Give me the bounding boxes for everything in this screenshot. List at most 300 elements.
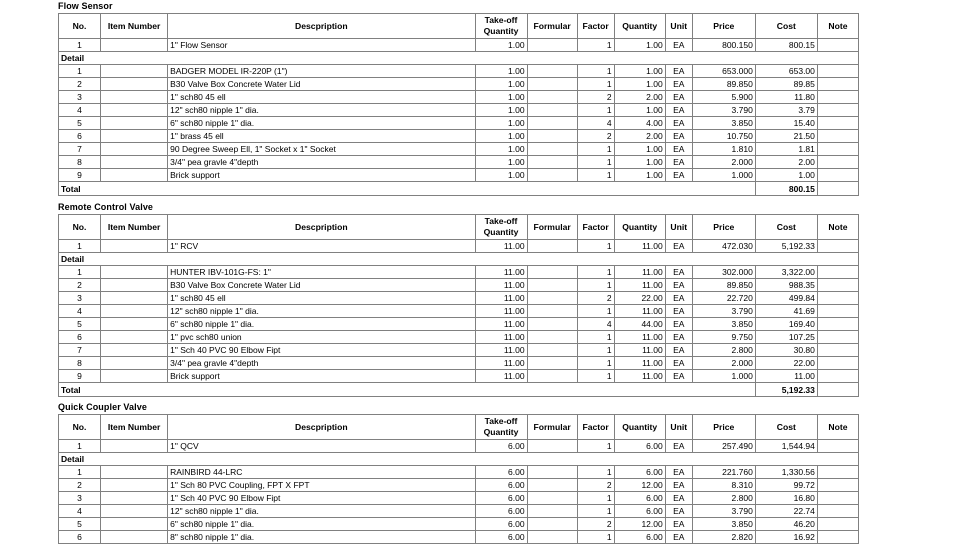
cell-takeoff[interactable]: 11.00 — [475, 370, 527, 383]
cell-qty[interactable]: 44.00 — [614, 318, 665, 331]
table-row-detail[interactable] — [59, 78, 859, 91]
cell-no[interactable]: 4 — [59, 104, 101, 117]
column-header-factor[interactable]: Factor — [577, 415, 614, 440]
cell-no[interactable]: 4 — [59, 305, 101, 318]
cell-factor[interactable]: 1 — [577, 505, 614, 518]
cell-qty[interactable]: 1.00 — [614, 169, 665, 182]
cell-desc[interactable]: Brick support — [168, 169, 475, 182]
cell-formula[interactable] — [527, 143, 577, 156]
column-header-qty[interactable]: Quantity — [614, 415, 665, 440]
table-row-detail[interactable] — [59, 292, 859, 305]
cell-cost[interactable]: 22.74 — [755, 505, 817, 518]
cell-qty[interactable]: 11.00 — [614, 357, 665, 370]
cell-note[interactable] — [817, 169, 858, 182]
cell-item[interactable] — [101, 440, 168, 453]
cell-formula[interactable] — [527, 305, 577, 318]
column-header-cost[interactable]: Cost — [755, 415, 817, 440]
cell-formula[interactable] — [527, 156, 577, 169]
cell-price[interactable]: 2.820 — [692, 531, 755, 544]
cell-price[interactable]: 2.000 — [692, 357, 755, 370]
cell-price[interactable]: 800.150 — [692, 39, 755, 52]
cell-takeoff[interactable]: 1.00 — [475, 143, 527, 156]
cell-unit[interactable]: EA — [665, 492, 692, 505]
cell-qty[interactable]: 12.00 — [614, 518, 665, 531]
cell-note[interactable] — [817, 279, 858, 292]
cell-item[interactable] — [101, 266, 168, 279]
cell-no[interactable]: 8 — [59, 156, 101, 169]
cell-factor[interactable]: 4 — [577, 318, 614, 331]
cell-formula[interactable] — [527, 104, 577, 117]
cell-factor[interactable]: 1 — [577, 156, 614, 169]
cell-qty[interactable]: 11.00 — [614, 305, 665, 318]
cell-item[interactable] — [101, 117, 168, 130]
cell-factor[interactable]: 2 — [577, 518, 614, 531]
cell-takeoff[interactable]: 1.00 — [475, 39, 527, 52]
cell-takeoff[interactable]: 11.00 — [475, 344, 527, 357]
table-row-detail[interactable] — [59, 479, 859, 492]
cell-takeoff[interactable]: 1.00 — [475, 104, 527, 117]
cell-price[interactable]: 221.760 — [692, 466, 755, 479]
cell-price[interactable]: 257.490 — [692, 440, 755, 453]
table-row-detail[interactable] — [59, 370, 859, 383]
cell-unit[interactable]: EA — [665, 279, 692, 292]
cell-desc[interactable]: 90 Degree Sweep Ell, 1" Socket x 1" Socket — [168, 143, 475, 156]
cell-factor[interactable]: 2 — [577, 479, 614, 492]
cell-desc[interactable]: 8" sch80 nipple 1" dia. — [168, 531, 475, 544]
cell-formula[interactable] — [527, 91, 577, 104]
cell-price[interactable]: 89.850 — [692, 78, 755, 91]
cell-item[interactable] — [101, 331, 168, 344]
cell-no[interactable]: 6 — [59, 531, 101, 544]
column-header-formula[interactable]: Formular — [527, 415, 577, 440]
cell-no[interactable]: 1 — [59, 440, 101, 453]
cell-desc[interactable]: 1" sch80 45 ell — [168, 292, 475, 305]
cell-no[interactable]: 2 — [59, 78, 101, 91]
cell-formula[interactable] — [527, 240, 577, 253]
table-row-summary[interactable] — [59, 440, 859, 453]
cell-cost[interactable]: 41.69 — [755, 305, 817, 318]
cell-item[interactable] — [101, 65, 168, 78]
cell-takeoff[interactable]: 1.00 — [475, 78, 527, 91]
cell-cost[interactable]: 15.40 — [755, 117, 817, 130]
cell-desc[interactable]: 12" sch80 nipple 1" dia. — [168, 305, 475, 318]
cell-note[interactable] — [817, 305, 858, 318]
cell-takeoff[interactable]: 1.00 — [475, 65, 527, 78]
cell-qty[interactable]: 11.00 — [614, 370, 665, 383]
cell-unit[interactable]: EA — [665, 65, 692, 78]
table-row-detail[interactable] — [59, 318, 859, 331]
cell-note[interactable] — [817, 78, 858, 91]
cell-formula[interactable] — [527, 440, 577, 453]
cell-formula[interactable] — [527, 266, 577, 279]
cell-unit[interactable]: EA — [665, 440, 692, 453]
column-header-cost[interactable]: Cost — [755, 14, 817, 39]
cell-formula[interactable] — [527, 117, 577, 130]
table-row-detail[interactable] — [59, 156, 859, 169]
cell-price[interactable]: 3.790 — [692, 305, 755, 318]
cell-note[interactable] — [817, 91, 858, 104]
cell-takeoff[interactable]: 6.00 — [475, 531, 527, 544]
column-header-desc[interactable]: Descpription — [168, 415, 475, 440]
cell-no[interactable]: 3 — [59, 492, 101, 505]
cell-note[interactable] — [817, 130, 858, 143]
cell-desc[interactable]: 3/4" pea gravle 4"depth — [168, 357, 475, 370]
cell-note[interactable] — [817, 466, 858, 479]
cell-unit[interactable]: EA — [665, 104, 692, 117]
cell-factor[interactable]: 1 — [577, 104, 614, 117]
column-header-unit[interactable]: Unit — [665, 415, 692, 440]
cell-cost[interactable]: 11.80 — [755, 91, 817, 104]
cell-cost[interactable]: 22.00 — [755, 357, 817, 370]
table-row-detail[interactable] — [59, 357, 859, 370]
cell-takeoff[interactable]: 1.00 — [475, 156, 527, 169]
cell-cost[interactable]: 89.85 — [755, 78, 817, 91]
cell-price[interactable]: 2.800 — [692, 344, 755, 357]
cell-price[interactable]: 2.800 — [692, 492, 755, 505]
column-header-item[interactable]: Item Number — [101, 215, 168, 240]
cell-price[interactable]: 1.810 — [692, 143, 755, 156]
cell-formula[interactable] — [527, 370, 577, 383]
cell-unit[interactable]: EA — [665, 505, 692, 518]
cell-qty[interactable]: 1.00 — [614, 78, 665, 91]
cell-takeoff[interactable]: 1.00 — [475, 117, 527, 130]
cell-factor[interactable]: 1 — [577, 240, 614, 253]
cell-cost[interactable]: 800.15 — [755, 39, 817, 52]
cell-formula[interactable] — [527, 130, 577, 143]
table-row-detail[interactable] — [59, 104, 859, 117]
cell-no[interactable]: 3 — [59, 91, 101, 104]
table-row-detail[interactable] — [59, 531, 859, 544]
cell-item[interactable] — [101, 292, 168, 305]
column-header-unit[interactable]: Unit — [665, 215, 692, 240]
cell-price[interactable]: 5.900 — [692, 91, 755, 104]
cell-unit[interactable]: EA — [665, 266, 692, 279]
cell-cost[interactable]: 653.00 — [755, 65, 817, 78]
cell-qty[interactable]: 6.00 — [614, 505, 665, 518]
table-row-detail[interactable] — [59, 143, 859, 156]
cell-item[interactable] — [101, 505, 168, 518]
cell-formula[interactable] — [527, 169, 577, 182]
column-header-qty[interactable]: Quantity — [614, 14, 665, 39]
cell-formula[interactable] — [527, 331, 577, 344]
column-header-factor[interactable]: Factor — [577, 14, 614, 39]
cell-formula[interactable] — [527, 292, 577, 305]
cell-unit[interactable]: EA — [665, 117, 692, 130]
cell-cost[interactable]: 988.35 — [755, 279, 817, 292]
cell-price[interactable]: 302.000 — [692, 266, 755, 279]
cell-takeoff[interactable]: 11.00 — [475, 292, 527, 305]
cell-unit[interactable]: EA — [665, 240, 692, 253]
cell-qty[interactable]: 11.00 — [614, 266, 665, 279]
table-row-detail[interactable] — [59, 492, 859, 505]
cell-qty[interactable]: 22.00 — [614, 292, 665, 305]
table-row-detail[interactable] — [59, 117, 859, 130]
column-header-item[interactable]: Item Number — [101, 415, 168, 440]
cell-formula[interactable] — [527, 479, 577, 492]
cell-unit[interactable]: EA — [665, 531, 692, 544]
cell-unit[interactable]: EA — [665, 370, 692, 383]
cell-no[interactable]: 6 — [59, 130, 101, 143]
cell-note[interactable] — [817, 492, 858, 505]
cell-qty[interactable]: 6.00 — [614, 492, 665, 505]
column-header-takeoff[interactable] — [475, 14, 527, 39]
cell-cost[interactable]: 1.00 — [755, 169, 817, 182]
table-row-detail[interactable] — [59, 331, 859, 344]
cell-price[interactable]: 89.850 — [692, 279, 755, 292]
cell-no[interactable]: 7 — [59, 143, 101, 156]
column-header-note[interactable]: Note — [817, 14, 858, 39]
cell-takeoff[interactable]: 1.00 — [475, 169, 527, 182]
cell-note[interactable] — [817, 156, 858, 169]
cell-factor[interactable]: 1 — [577, 357, 614, 370]
cell-cost[interactable]: 21.50 — [755, 130, 817, 143]
cell-no[interactable]: 1 — [59, 466, 101, 479]
cell-qty[interactable]: 6.00 — [614, 466, 665, 479]
column-header-qty[interactable]: Quantity — [614, 215, 665, 240]
cell-formula[interactable] — [527, 318, 577, 331]
column-header-formula[interactable]: Formular — [527, 215, 577, 240]
cell-cost[interactable]: 2.00 — [755, 156, 817, 169]
cell-unit[interactable]: EA — [665, 344, 692, 357]
cell-note[interactable] — [817, 65, 858, 78]
cell-cost[interactable]: 499.84 — [755, 292, 817, 305]
cell-formula[interactable] — [527, 39, 577, 52]
cell-cost[interactable]: 16.80 — [755, 492, 817, 505]
cell-factor[interactable]: 1 — [577, 78, 614, 91]
cell-qty[interactable]: 6.00 — [614, 531, 665, 544]
cell-item[interactable] — [101, 104, 168, 117]
cell-price[interactable]: 2.000 — [692, 156, 755, 169]
cell-qty[interactable]: 1.00 — [614, 104, 665, 117]
cell-item[interactable] — [101, 357, 168, 370]
cell-desc[interactable]: 6" sch80 nipple 1" dia. — [168, 318, 475, 331]
cell-unit[interactable]: EA — [665, 39, 692, 52]
cell-price[interactable]: 653.000 — [692, 65, 755, 78]
cell-item[interactable] — [101, 318, 168, 331]
cell-item[interactable] — [101, 143, 168, 156]
cell-takeoff[interactable]: 6.00 — [475, 492, 527, 505]
cell-desc[interactable]: Brick support — [168, 370, 475, 383]
cell-takeoff[interactable]: 6.00 — [475, 518, 527, 531]
cell-no[interactable]: 1 — [59, 240, 101, 253]
table-row-detail[interactable] — [59, 65, 859, 78]
table-row-detail[interactable] — [59, 305, 859, 318]
cell-no[interactable]: 7 — [59, 344, 101, 357]
cell-no[interactable]: 5 — [59, 518, 101, 531]
cell-item[interactable] — [101, 279, 168, 292]
cell-no[interactable]: 8 — [59, 357, 101, 370]
cell-desc[interactable]: RAINBIRD 44-LRC — [168, 466, 475, 479]
cell-formula[interactable] — [527, 466, 577, 479]
cell-qty[interactable]: 11.00 — [614, 331, 665, 344]
cell-cost[interactable]: 1.81 — [755, 143, 817, 156]
cell-factor[interactable]: 1 — [577, 492, 614, 505]
cell-no[interactable]: 9 — [59, 169, 101, 182]
cell-note[interactable] — [817, 370, 858, 383]
cell-factor[interactable]: 4 — [577, 117, 614, 130]
cell-cost[interactable]: 1,544.94 — [755, 440, 817, 453]
cell-price[interactable]: 472.030 — [692, 240, 755, 253]
cell-unit[interactable]: EA — [665, 466, 692, 479]
cell-qty[interactable]: 1.00 — [614, 39, 665, 52]
cell-formula[interactable] — [527, 492, 577, 505]
cell-item[interactable] — [101, 169, 168, 182]
cell-qty[interactable]: 2.00 — [614, 91, 665, 104]
column-header-takeoff[interactable] — [475, 415, 527, 440]
cell-desc[interactable]: 1" Sch 80 PVC Coupling, FPT X FPT — [168, 479, 475, 492]
cell-takeoff[interactable]: 11.00 — [475, 331, 527, 344]
cell-item[interactable] — [101, 91, 168, 104]
cell-desc[interactable]: 12" sch80 nipple 1" dia. — [168, 505, 475, 518]
cell-no[interactable]: 1 — [59, 39, 101, 52]
cell-unit[interactable]: EA — [665, 305, 692, 318]
cell-price[interactable]: 9.750 — [692, 331, 755, 344]
cell-takeoff[interactable]: 6.00 — [475, 466, 527, 479]
cell-note[interactable] — [817, 292, 858, 305]
column-header-desc[interactable]: Descpription — [168, 215, 475, 240]
cell-cost[interactable]: 11.00 — [755, 370, 817, 383]
cell-desc[interactable]: 12" sch80 nipple 1" dia. — [168, 104, 475, 117]
cell-formula[interactable] — [527, 279, 577, 292]
cell-item[interactable] — [101, 130, 168, 143]
cell-desc[interactable]: 3/4" pea gravle 4"depth — [168, 156, 475, 169]
cell-desc[interactable]: 6" sch80 nipple 1" dia. — [168, 117, 475, 130]
column-header-price[interactable]: Price — [692, 215, 755, 240]
cell-note[interactable] — [817, 479, 858, 492]
cell-item[interactable] — [101, 479, 168, 492]
cell-qty[interactable]: 6.00 — [614, 440, 665, 453]
cell-unit[interactable]: EA — [665, 331, 692, 344]
cell-price[interactable]: 1.000 — [692, 169, 755, 182]
cell-qty[interactable]: 11.00 — [614, 279, 665, 292]
cell-cost[interactable]: 3.79 — [755, 104, 817, 117]
cell-formula[interactable] — [527, 65, 577, 78]
table-row-detail[interactable] — [59, 344, 859, 357]
column-header-takeoff[interactable] — [475, 215, 527, 240]
cell-factor[interactable]: 1 — [577, 143, 614, 156]
cell-factor[interactable]: 1 — [577, 344, 614, 357]
table-row-detail[interactable] — [59, 169, 859, 182]
cell-factor[interactable]: 1 — [577, 65, 614, 78]
cell-factor[interactable]: 1 — [577, 370, 614, 383]
column-header-unit[interactable]: Unit — [665, 14, 692, 39]
cell-item[interactable] — [101, 531, 168, 544]
cell-unit[interactable]: EA — [665, 78, 692, 91]
cell-item[interactable] — [101, 305, 168, 318]
cell-no[interactable]: 1 — [59, 65, 101, 78]
cell-price[interactable]: 1.000 — [692, 370, 755, 383]
table-row-summary[interactable] — [59, 39, 859, 52]
cell-formula[interactable] — [527, 518, 577, 531]
cell-factor[interactable]: 1 — [577, 169, 614, 182]
cell-unit[interactable]: EA — [665, 292, 692, 305]
cell-takeoff[interactable]: 6.00 — [475, 440, 527, 453]
cell-cost[interactable]: 16.92 — [755, 531, 817, 544]
cell-qty[interactable]: 4.00 — [614, 117, 665, 130]
cell-unit[interactable]: EA — [665, 518, 692, 531]
column-header-factor[interactable]: Factor — [577, 215, 614, 240]
cell-qty[interactable]: 11.00 — [614, 240, 665, 253]
cell-takeoff[interactable]: 11.00 — [475, 318, 527, 331]
cell-cost[interactable]: 99.72 — [755, 479, 817, 492]
cell-cost[interactable]: 5,192.33 — [755, 240, 817, 253]
column-header-item[interactable]: Item Number — [101, 14, 168, 39]
cell-note[interactable] — [817, 344, 858, 357]
cell-formula[interactable] — [527, 357, 577, 370]
cell-qty[interactable]: 1.00 — [614, 143, 665, 156]
cell-cost[interactable]: 3,322.00 — [755, 266, 817, 279]
cell-takeoff[interactable]: 11.00 — [475, 357, 527, 370]
cell-note[interactable] — [817, 104, 858, 117]
cell-desc[interactable]: 1" Sch 40 PVC 90 Elbow Fipt — [168, 344, 475, 357]
column-header-no[interactable]: No. — [59, 415, 101, 440]
table-row-detail[interactable] — [59, 279, 859, 292]
cell-desc[interactable]: 1" brass 45 ell — [168, 130, 475, 143]
table-row-detail[interactable] — [59, 130, 859, 143]
cell-unit[interactable]: EA — [665, 143, 692, 156]
cell-unit[interactable]: EA — [665, 130, 692, 143]
cell-factor[interactable]: 2 — [577, 130, 614, 143]
cell-note[interactable] — [817, 357, 858, 370]
cell-desc[interactable]: 1" Flow Sensor — [168, 39, 475, 52]
cell-desc[interactable]: B30 Valve Box Concrete Water Lid — [168, 279, 475, 292]
cell-formula[interactable] — [527, 531, 577, 544]
cell-no[interactable]: 5 — [59, 318, 101, 331]
cell-qty[interactable]: 1.00 — [614, 156, 665, 169]
cell-qty[interactable]: 12.00 — [614, 479, 665, 492]
cell-note[interactable] — [817, 318, 858, 331]
cell-desc[interactable]: 1" QCV — [168, 440, 475, 453]
cell-unit[interactable]: EA — [665, 91, 692, 104]
cell-factor[interactable]: 1 — [577, 279, 614, 292]
cell-no[interactable]: 6 — [59, 331, 101, 344]
column-header-note[interactable]: Note — [817, 415, 858, 440]
cell-cost[interactable]: 46.20 — [755, 518, 817, 531]
cell-no[interactable]: 4 — [59, 505, 101, 518]
cell-price[interactable]: 8.310 — [692, 479, 755, 492]
cell-desc[interactable]: B30 Valve Box Concrete Water Lid — [168, 78, 475, 91]
cell-no[interactable]: 1 — [59, 266, 101, 279]
cell-desc[interactable]: BADGER MODEL IR-220P (1") — [168, 65, 475, 78]
cell-note[interactable] — [817, 331, 858, 344]
cell-qty[interactable]: 11.00 — [614, 344, 665, 357]
cell-takeoff[interactable]: 1.00 — [475, 91, 527, 104]
cell-note[interactable] — [817, 117, 858, 130]
cell-factor[interactable]: 2 — [577, 91, 614, 104]
column-header-no[interactable]: No. — [59, 215, 101, 240]
cell-item[interactable] — [101, 466, 168, 479]
cell-factor[interactable]: 1 — [577, 266, 614, 279]
cell-price[interactable]: 22.720 — [692, 292, 755, 305]
cell-desc[interactable]: 1" sch80 45 ell — [168, 91, 475, 104]
cell-takeoff[interactable]: 6.00 — [475, 505, 527, 518]
table-row-detail[interactable] — [59, 91, 859, 104]
cell-price[interactable]: 3.850 — [692, 318, 755, 331]
column-header-note[interactable]: Note — [817, 215, 858, 240]
table-row-detail[interactable] — [59, 505, 859, 518]
cell-item[interactable] — [101, 518, 168, 531]
cell-cost[interactable]: 1,330.56 — [755, 466, 817, 479]
cell-qty[interactable]: 2.00 — [614, 130, 665, 143]
cell-note[interactable] — [817, 440, 858, 453]
cell-desc[interactable]: 1" RCV — [168, 240, 475, 253]
cell-factor[interactable]: 2 — [577, 292, 614, 305]
cell-desc[interactable]: HUNTER IBV-101G-FS: 1" — [168, 266, 475, 279]
cell-item[interactable] — [101, 156, 168, 169]
cell-takeoff[interactable]: 1.00 — [475, 130, 527, 143]
cell-no[interactable]: 9 — [59, 370, 101, 383]
cell-item[interactable] — [101, 240, 168, 253]
